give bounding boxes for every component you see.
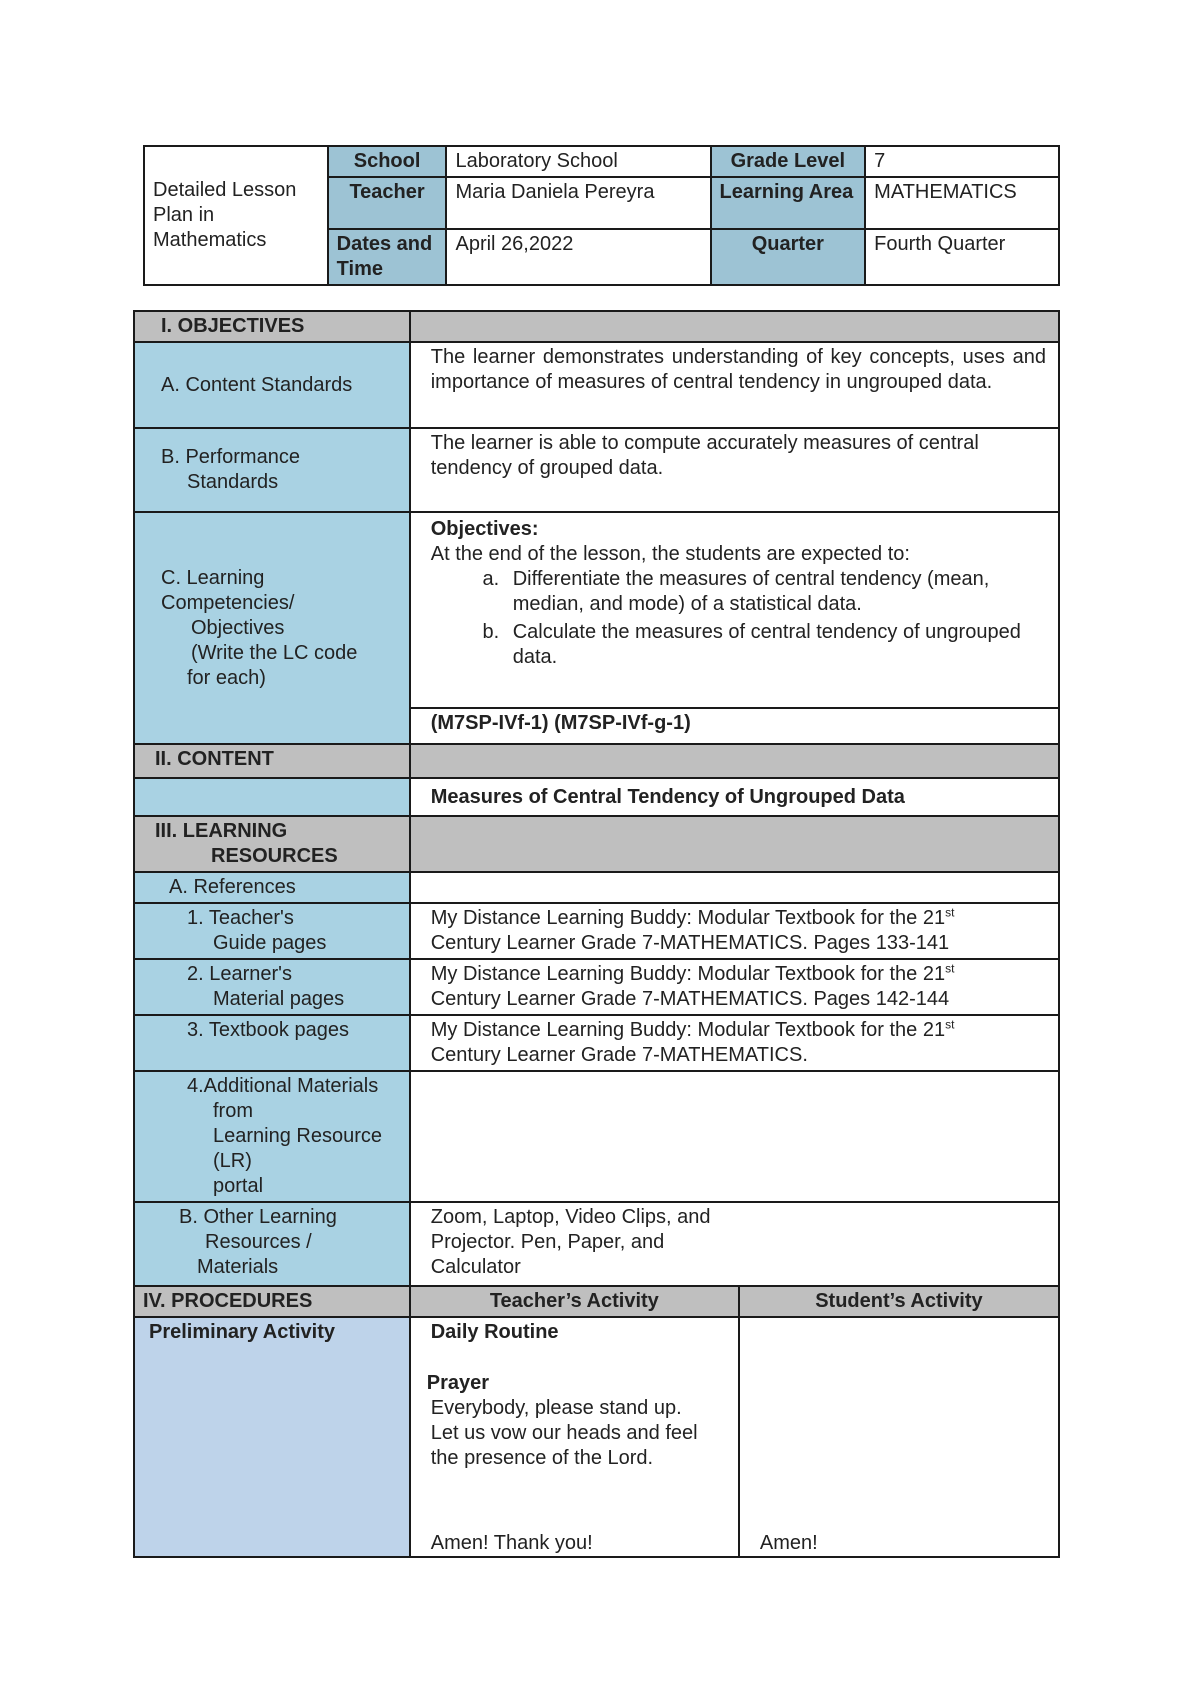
lc-label-2: Competencies/	[161, 591, 295, 614]
references-label: A. References	[134, 872, 410, 903]
tb-text-2: Century Learner Grade 7-MATHEMATICS.	[430, 1044, 808, 1066]
school-label: School	[328, 146, 447, 177]
grade-label: Grade Level	[711, 146, 866, 177]
lc-label-3: Objectives	[191, 616, 285, 639]
objectives-heading: I. OBJECTIVES	[134, 311, 410, 342]
learning-competencies-row	[134, 512, 1059, 708]
tg-label-1: 1. Teacher's	[187, 907, 294, 929]
lm-label-2: Material pages	[213, 988, 345, 1010]
performance-label-2: Standards	[187, 471, 279, 493]
procedures-heading: IV. PROCEDURES	[134, 1286, 410, 1317]
resources-heading-row	[134, 816, 1059, 872]
tb-text-1: My Distance Learning Buddy: Modular Textbook for the 21	[430, 1019, 946, 1041]
lc-code: (M7SP-IVf-1) (M7SP-IVf-g-1)	[410, 708, 1059, 744]
tb-sup: st	[945, 1017, 955, 1032]
lm-text-2: Century Learner Grade 7-MATHEMATICS. Pages 142-144	[430, 988, 950, 1010]
add-label-5: portal	[213, 1175, 264, 1197]
prayer-line-2: Let us vow our heads and feel	[430, 1422, 698, 1444]
objectives-intro: At the end of the lesson, the students are expected to:	[430, 543, 910, 565]
daily-routine: Daily Routine	[430, 1321, 559, 1343]
add-label-1: 4.Additional Materials	[187, 1075, 379, 1097]
content-heading: II. CONTENT	[134, 744, 410, 778]
lm-text-1: My Distance Learning Buddy: Modular Textbook for the 21	[430, 963, 946, 985]
other-label-1: B. Other Learning	[179, 1206, 337, 1228]
objectives-heading-row	[134, 311, 1059, 342]
quarter-value: Fourth Quarter	[865, 229, 1059, 285]
add-label-3: Learning Resource	[213, 1125, 382, 1147]
lc-label-1: C. Learning	[161, 566, 265, 589]
learning-area-value: MATHEMATICS	[865, 177, 1059, 229]
content-topic: Measures of Central Tendency of Ungrouped Data	[410, 778, 1059, 816]
tg-text-1: My Distance Learning Buddy: Modular Textbook for the 21	[430, 907, 946, 929]
resources-heading-2: RESOURCES	[211, 845, 338, 867]
tg-label-2: Guide pages	[213, 932, 327, 954]
lesson-table	[133, 310, 1060, 1558]
textbook-row	[134, 1015, 1059, 1071]
performance-standards-text: The learner is able to compute accurately measures of central tendency of grouped data.	[410, 428, 1059, 512]
student-amen: Amen!	[759, 1532, 818, 1554]
procedures-heading-row	[134, 1286, 1059, 1317]
prayer-line-1: Everybody, please stand up.	[430, 1397, 682, 1419]
add-label-4: (LR)	[213, 1150, 252, 1172]
objectives-title: Objectives:	[430, 518, 539, 540]
dates-label: Dates and Time	[328, 229, 447, 285]
other-label-2: Resources /	[205, 1231, 312, 1253]
learning-area-label: Learning Area	[711, 177, 866, 229]
lm-label-1: 2. Learner's	[187, 963, 292, 985]
resources-heading-1: III. LEARNING	[155, 820, 288, 842]
prayer-line-3: the presence of the Lord.	[430, 1447, 654, 1469]
lesson-plan-title: Detailed Lesson Plan in Mathematics	[144, 146, 328, 285]
content-topic-row	[134, 778, 1059, 816]
tg-sup: st	[945, 905, 955, 920]
grade-value: 7	[865, 146, 1059, 177]
other-label-3: Materials	[197, 1256, 279, 1278]
header-table	[143, 145, 1060, 286]
content-heading-row	[134, 744, 1059, 778]
other-resources-row	[134, 1202, 1059, 1286]
tg-text-2: Century Learner Grade 7-MATHEMATICS. Pages 133-141	[430, 932, 950, 954]
content-standards-text: The learner demonstrates understanding of key concepts, uses and importance of measures of central tendency in ungrouped data.	[410, 342, 1059, 428]
content-standards-row	[134, 342, 1059, 428]
teacher-label: Teacher	[328, 177, 447, 229]
teacher-activity-header: Teacher’s Activity	[410, 1286, 739, 1317]
teacher-amen: Amen! Thank you!	[430, 1532, 593, 1554]
preliminary-label: Preliminary Activity	[134, 1317, 410, 1557]
learners-material-row	[134, 959, 1059, 1015]
lm-sup: st	[945, 961, 955, 976]
teachers-guide-row	[134, 903, 1059, 959]
quarter-label: Quarter	[711, 229, 866, 285]
objective-b: b. Calculate the measures of central tendency of ungrouped data.	[505, 620, 1050, 670]
add-label-2: from	[213, 1100, 253, 1122]
prayer-title: Prayer	[426, 1372, 490, 1394]
lc-label-5: for each)	[187, 666, 266, 689]
other-text-3: Calculator	[430, 1256, 521, 1278]
additional-materials-row	[134, 1071, 1059, 1202]
dates-value: April 26,2022	[446, 229, 710, 285]
references-row	[134, 872, 1059, 903]
lc-label-4: (Write the LC code	[191, 641, 358, 664]
performance-standards-row	[134, 428, 1059, 512]
objectives-list	[431, 567, 1050, 670]
school-value: Laboratory School	[446, 146, 710, 177]
student-activity-header: Student’s Activity	[739, 1286, 1059, 1317]
preliminary-activity-row	[134, 1317, 1059, 1557]
other-text-1: Zoom, Laptop, Video Clips, and	[430, 1206, 711, 1228]
other-text-2: Projector. Pen, Paper, and	[430, 1231, 665, 1253]
content-standards-label: A. Content Standards	[134, 342, 410, 428]
teacher-value: Maria Daniela Pereyra	[446, 177, 710, 229]
performance-label-1: B. Performance	[161, 446, 300, 468]
objective-a: a. Differentiate the measures of central tendency (mean, median, and mode) of a statistical data.	[505, 567, 1050, 620]
tb-label: 3. Textbook pages	[134, 1015, 410, 1071]
